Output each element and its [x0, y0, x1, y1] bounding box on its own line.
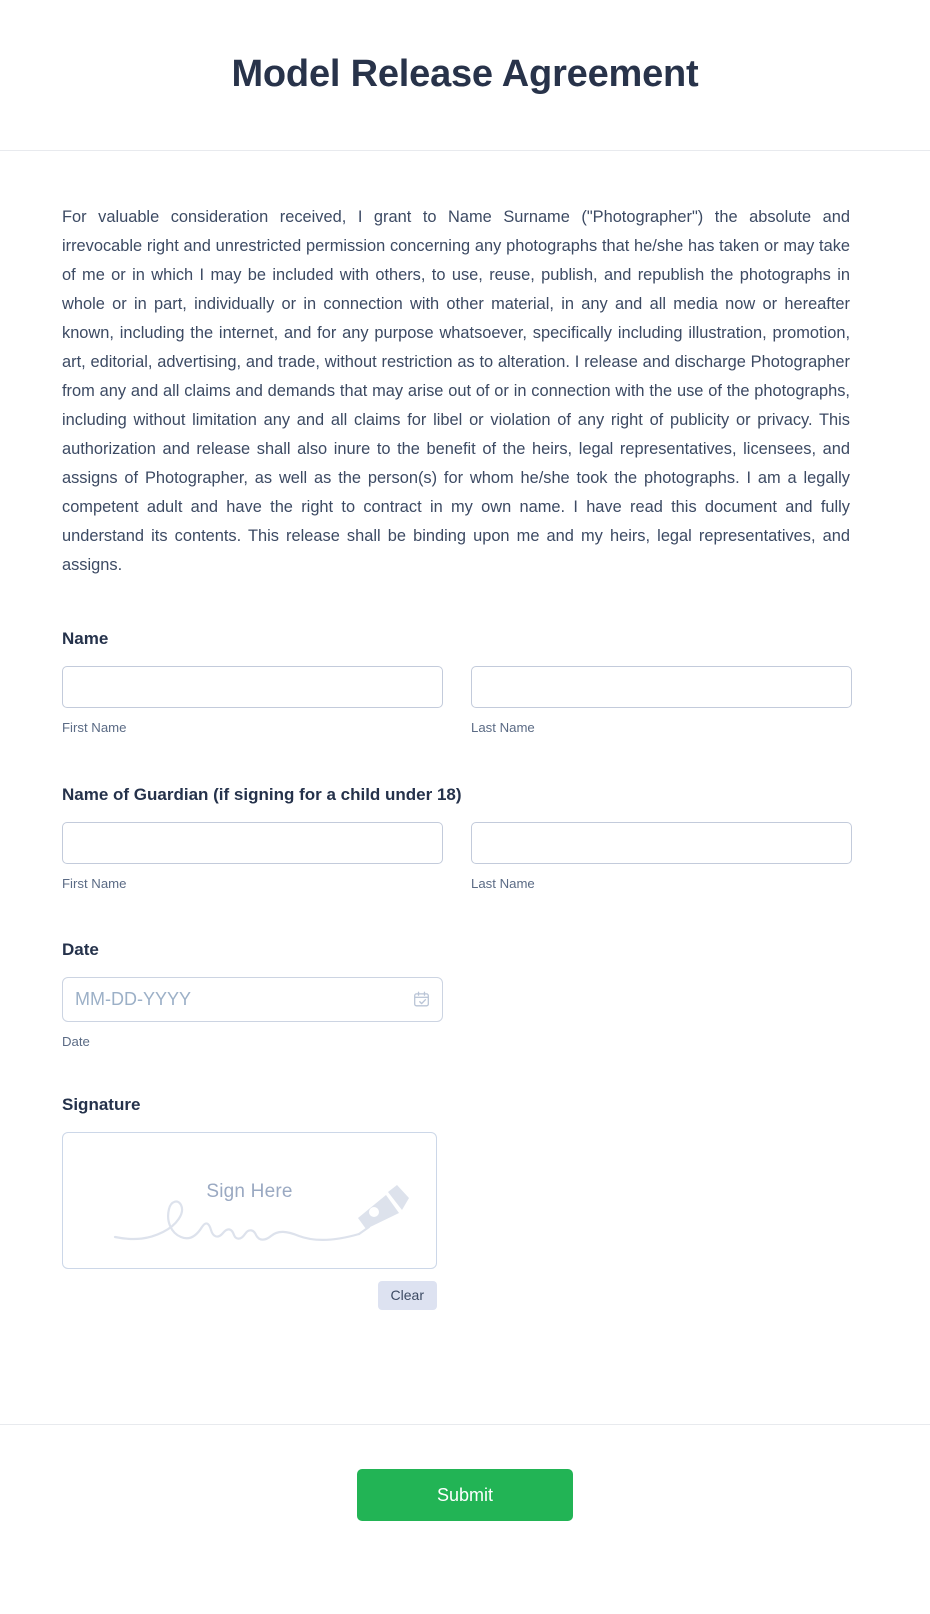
page-title: Model Release Agreement: [231, 53, 699, 96]
sign-here-hint: Sign Here: [206, 1180, 293, 1202]
form-body: [0, 151, 930, 1310]
first-name-sublabel: First Name: [62, 720, 127, 736]
field-group-guardian: [62, 784, 868, 892]
name-first-col: [62, 666, 443, 736]
guardian-row: [62, 822, 868, 892]
date-input[interactable]: [62, 977, 443, 1022]
guardian-last-col: [471, 822, 852, 892]
guardian-last-name-input[interactable]: [471, 822, 852, 864]
name-last-col: [471, 666, 852, 736]
name-row: [62, 666, 868, 736]
guardian-label: Name of Guardian (if signing for a child under 18): [62, 785, 462, 805]
clear-signature-button[interactable]: Clear: [378, 1281, 437, 1310]
submit-button[interactable]: Submit: [357, 1469, 573, 1521]
form-header: [0, 0, 930, 151]
last-name-input[interactable]: [471, 666, 852, 708]
last-name-sublabel: Last Name: [471, 720, 535, 736]
field-group-name: [62, 628, 868, 736]
guardian-first-name-input[interactable]: [62, 822, 443, 864]
signature-label: Signature: [62, 1094, 141, 1114]
field-group-date: [62, 939, 868, 1050]
guardian-first-col: [62, 822, 443, 892]
date-input-wrapper: [62, 977, 443, 1022]
date-sublabel: Date: [62, 1033, 90, 1049]
agreement-paragraph: For valuable consideration received, I grant to Name Surname ("Photographer") the absolute and irrevocable right and unrestricted permission concerning any photographs that he/she has taken or may take of me or in which I may be included with others, to use, reuse, publish, and republish the photographs in whole or in part, individually or in connection with other material, in any and all media now or hereafter known, including the internet, and for any purpose whatsoever, specifically including illustration, promotion, art, editorial, advertising, and trade, without restriction as to alteration. I release and discharge Photographer from any and all claims and demands that may arise out of or in connection with the use of the photographs, including without limitation any and all claims for libel or violation of any right of publicity or privacy. This authorization and release shall also inure to the benefit of the heirs, legal representatives, licensees, and assigns of Photographer, as well as the person(s) for whom he/she took the photographs. I am a legally competent adult and have the right to contract in my own name. I have read this document and fully understand its contents. This release shall be binding upon me and my heirs, legal representatives, and assigns.: [62, 208, 850, 574]
form-footer: [0, 1424, 930, 1521]
clear-row: [62, 1281, 437, 1310]
signature-pad[interactable]: [62, 1132, 437, 1269]
first-name-input[interactable]: [62, 666, 443, 708]
guardian-first-name-sublabel: First Name: [62, 876, 127, 892]
field-group-signature: [62, 1094, 868, 1310]
name-label: Name: [62, 629, 109, 648]
guardian-last-name-sublabel: Last Name: [471, 876, 535, 892]
date-label: Date: [62, 939, 99, 959]
